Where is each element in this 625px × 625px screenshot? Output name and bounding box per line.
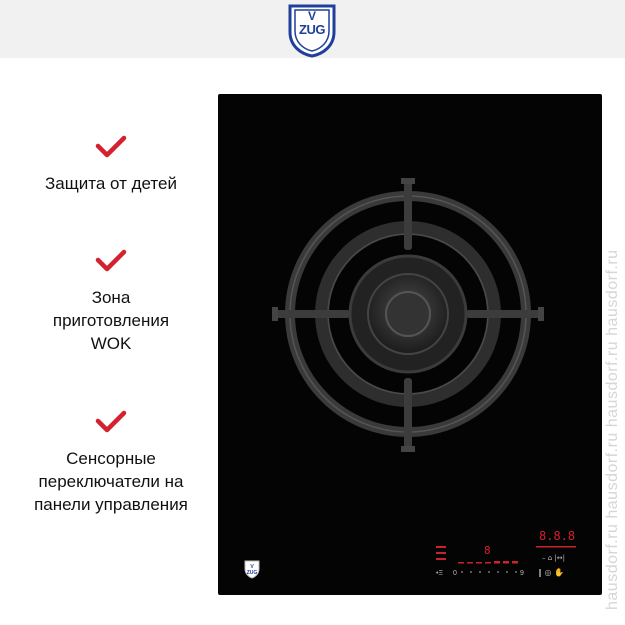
- feature-wok-zone: [0, 248, 222, 355]
- touch-control-panel: [436, 529, 576, 577]
- feature-label: Зона приготовления WOK: [52, 288, 170, 353]
- brand-logo-v: V: [307, 9, 316, 23]
- slider-min-label: 0: [453, 570, 457, 577]
- grate-arm-bottom: [404, 378, 412, 452]
- hob-logo: [245, 561, 259, 578]
- check-icon: [94, 409, 128, 435]
- feature-child-lock: [0, 134, 222, 195]
- feature-label: Защита от детей: [45, 174, 177, 193]
- power-level-display: 8: [484, 544, 491, 557]
- watermark-text: hausdorf.ru hausdorf.ru hausdorf.ru hausdorf.ru: [604, 249, 621, 610]
- svg-text:•Ξ: •Ξ: [436, 570, 443, 577]
- burner-cap: [386, 292, 430, 336]
- svg-text:ZUG: ZUG: [246, 570, 258, 576]
- wok-burner-illustration: [218, 94, 602, 595]
- check-icon: [94, 248, 128, 274]
- brand-logo: [287, 4, 337, 58]
- svg-text:V: V: [250, 564, 254, 570]
- grate-arm-top: [404, 180, 412, 250]
- pause-lock-controls: ‖ ◎ ✋: [538, 568, 565, 577]
- slider-max-label: 9: [520, 570, 524, 577]
- gas-hob-product-image: [218, 94, 602, 595]
- feature-touch-controls: [0, 409, 222, 516]
- grate-arm-left: [274, 310, 350, 318]
- timer-display: 8.8.8: [539, 529, 576, 543]
- brand-logo-zug: ZUG: [299, 22, 325, 37]
- timer-controls: – ⌂ |↔|: [542, 554, 565, 562]
- grate-arm-right: [466, 310, 542, 318]
- check-icon: [94, 134, 128, 160]
- header-bar: [0, 0, 625, 58]
- feature-label: Сенсорные переключатели на панели управления: [34, 449, 188, 514]
